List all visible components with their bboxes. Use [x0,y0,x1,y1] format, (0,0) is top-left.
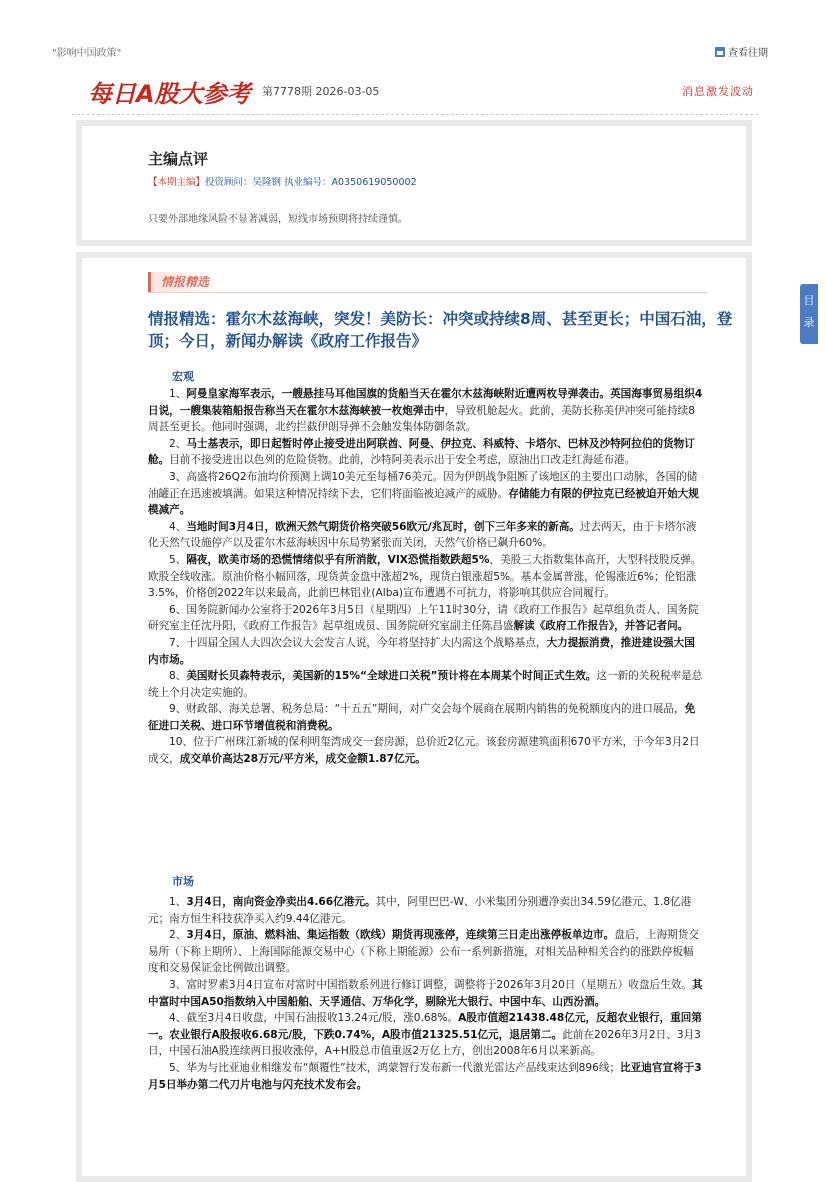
item-text: 1、 [169,388,187,400]
list-item [148,519,703,552]
item-bold-text: 解读《政府工作报告》，并答记者问。 [513,620,689,633]
item-bold-text: 隔夜，欧美市场的恐慌情绪似乎有所消散，VIX恐慌指数跌超5% [186,553,490,566]
item-text: 4、截至3月4日收盘，中国石油报收13.24元/股，涨0.68%。 [169,1012,459,1025]
list-item [148,977,703,1010]
item-text: 9、财政部、海关总署、税务总局：“十五五”期间，对广交会每个展商在展期内销售的免税额度内的进口展品， [169,703,685,716]
item-text: 10、位于广州珠江新城的保利明玺湾成交一套房源，总价近2亿元。该套房源建筑面积670平方米，于今年3月2日成交， [148,736,700,766]
item-text: 3、高盛将26Q2布油均价预测上调10美元至每桶76美元。因为伊朗战争阻断了该地区的主要出口动脉，各国的储油罐正在迅速被填满。如果这种情况持续下去，它们将面临被迫减产的威胁。 [148,470,698,500]
item-text: 4、 [169,520,187,533]
history-link-label: 查看往期 [728,48,768,59]
item-text: ，导致机舱起火。此前，美防长称美伊冲突可能持续8周甚至更长。他同时强调，北约拦截伊朗导弹不会触发集体防御条款。 [148,404,696,434]
item-text: 2、 [169,437,187,450]
item-bold-text: 存储能力有限的伊拉克已经被迫开始大规模减产。 [148,487,699,517]
editor-body: 只要外部地缘风险不显著减弱，短线市场预期将持续谨慎。 [148,214,408,225]
header [72,66,758,115]
item-text: 这一新的关税税率是总统上个月决定实施的。 [148,670,703,699]
slogan: 消息激发波动 [682,85,754,98]
item-bold-text: 当地时间3月4日，欧洲天然气期货价格突破56欧元/兆瓦时，创下三年多来的新高。 [186,520,580,533]
history-link[interactable] [715,44,768,59]
intel-tag-label: 情报精选 [148,272,219,292]
list-item [148,734,703,767]
item-text: 目前不接受进出以色列的危险货物。此前，沙特阿美表示出于安全考虑，原油出口改走红海延布港。 [169,454,636,467]
toc-char-2: 录 [803,316,815,329]
item-bold-text: 3月4日，南向资金净卖出4.66亿港元。 [186,896,376,908]
item-bold-text: 3月4日，原油、燃料油、集运指数（欧线）期货再现涨停，连续第三日走出涨停板单边市。 [186,929,615,942]
list-item [148,668,703,701]
item-text: ，美股三大指数集体高开，大型科技股反弹。欧股全线收涨。原油价格小幅回落，现货黄金盘中涨超2%，现货白银涨超5%。基本金属普涨，伦锡涨近6%；伦铝涨3.5%，价格创2022年以来最高，此前巴林铝业(Alba)宣布遭遇不可抗力，将影响其供应合同履行。 [148,553,702,600]
list-item [148,386,703,436]
item-text: 2、 [169,929,187,942]
item-text: 8、 [169,670,187,683]
item-text: 其中，阿里巴巴-W、小米集团分别遭净卖出34.59亿港元、1.8亿港元；南方恒生科技获净买入约9.44亿港元。 [148,896,692,925]
top-note: "影响中国政策" [52,48,122,59]
item-text: 5、 [169,553,187,566]
editor-meta-tag: 【本期主编】 [148,177,206,188]
item-bold-text: 其中富时中国A50指数纳入中国船舶、天孚通信、万华化学，剔除光大银行、中国中车、山西汾酒。 [148,978,703,1008]
item-text: 7、十四届全国人大四次会议大会发言人说，今年将坚持扩大内需这个战略基点， [169,636,547,649]
editor-comment-panel [76,120,752,246]
macro-list [148,386,703,768]
item-bold-text: 比亚迪官宣将于3月5日举办第二代刀片电池与闪充技术发布会。 [148,1061,702,1091]
item-bold-text: 马士基表示，即日起暂时停止接受进出阿联酋、阿曼、伊拉克、科威特、卡塔尔、巴林及沙特阿拉伯的货物订舱。 [148,437,695,467]
item-bold-text: 成交单价高达28万元/平方米，成交金额1.87亿元。 [179,753,426,766]
item-text: 过去两天，由于卡塔尔液化天然气设施停产以及霍尔木兹海峡因中东局势紧张而关闭，天然气价格已飙升60%。 [148,520,697,550]
item-bold-text: 免征进口关税、进口环节增值税和消费税。 [148,703,696,732]
item-text: 5、华为与比亚迪业相继发布“颠覆性”技术，鸿蒙智行发布新一代激光雷达产品线束达到896线； [169,1061,621,1074]
item-bold-text: 阿曼皇家海军表示，一艘悬挂马耳他国旗的货船当天在霍尔木兹海峡附近遭两枚导弹袭击。英国海事贸易组织4日说，一艘集装箱船报告称当天在霍尔木兹海峡被一枚炮弹击中 [148,388,703,417]
editor-meta [148,174,417,188]
headline: 情报精选：霍尔木兹海峡，突发！美防长：冲突或持续8周、甚至更长；中国石油，登顶；今日，新闻办解读《政府工作报告》 [148,310,733,350]
list-item [148,927,703,977]
item-text: 3、富时罗素3月4日宣布对富时中国指数系列进行修订调整，调整将于2026年3月20日（星期五）收盘后生效。 [169,978,692,991]
list-item [148,1060,703,1093]
section-macro-title: 宏观 [172,370,194,383]
list-item [148,894,703,927]
list-item [148,552,703,602]
item-text: 此前在2026年3月2日、3月3日，中国石油A股连续两日报收涨停，A+H股总市值重返2万亿上方，创出2008年6月以来新高。 [148,1028,701,1058]
list-item [148,602,703,635]
calendar-icon [715,47,725,57]
brand-logo: 每日A股大参考 [88,80,251,108]
toc-button[interactable] [800,284,818,344]
intel-panel [76,252,752,1182]
list-item [148,469,703,519]
editor-meta-info: 投资顾问：吴隆钢 执业编号：A0350619050002 [205,177,417,188]
market-list [148,894,703,1093]
item-text: 盘后，上海期货交易所（下称上期所）、上海国际能源交易中心（下称上期能源）公布一系列新措施，对相关品种相关合约的涨跌停板幅度和交易保证金比例做出调整。 [148,929,699,975]
list-item [148,436,703,469]
issue-info: 第7778期 2026-03-05 [262,85,380,98]
list-item [148,1010,703,1060]
list-item [148,635,703,668]
item-bold-text: 大力提振消费，推进建设强大国内市场。 [148,636,695,666]
item-text: 1、 [169,896,187,908]
toc-char-1: 目 [803,294,815,307]
item-bold-text: 美国财长贝森特表示，美国新的15%“全球进口关税”预计将在本周某个时间正式生效。 [186,670,597,683]
editor-title: 主编点评 [148,150,209,168]
list-item [148,701,703,734]
section-market-title: 市场 [172,875,194,888]
intel-tag-bar [148,272,708,293]
item-text: 6、国务院新闻办公室将于2026年3月5日（星期四）上午11时30分，请《政府工作报告》起草组负责人、国务院研究室主任沈丹阳，《政府工作报告》起草组成员、国务院研究室副主任陈昌盛 [148,603,699,633]
item-bold-text: A股市值超21438.48亿元，反超农业银行，重回第一。农业银行A股报收6.68元/股，下跌0.74%，A股市值21325.51亿元，退居第二。 [148,1012,702,1041]
